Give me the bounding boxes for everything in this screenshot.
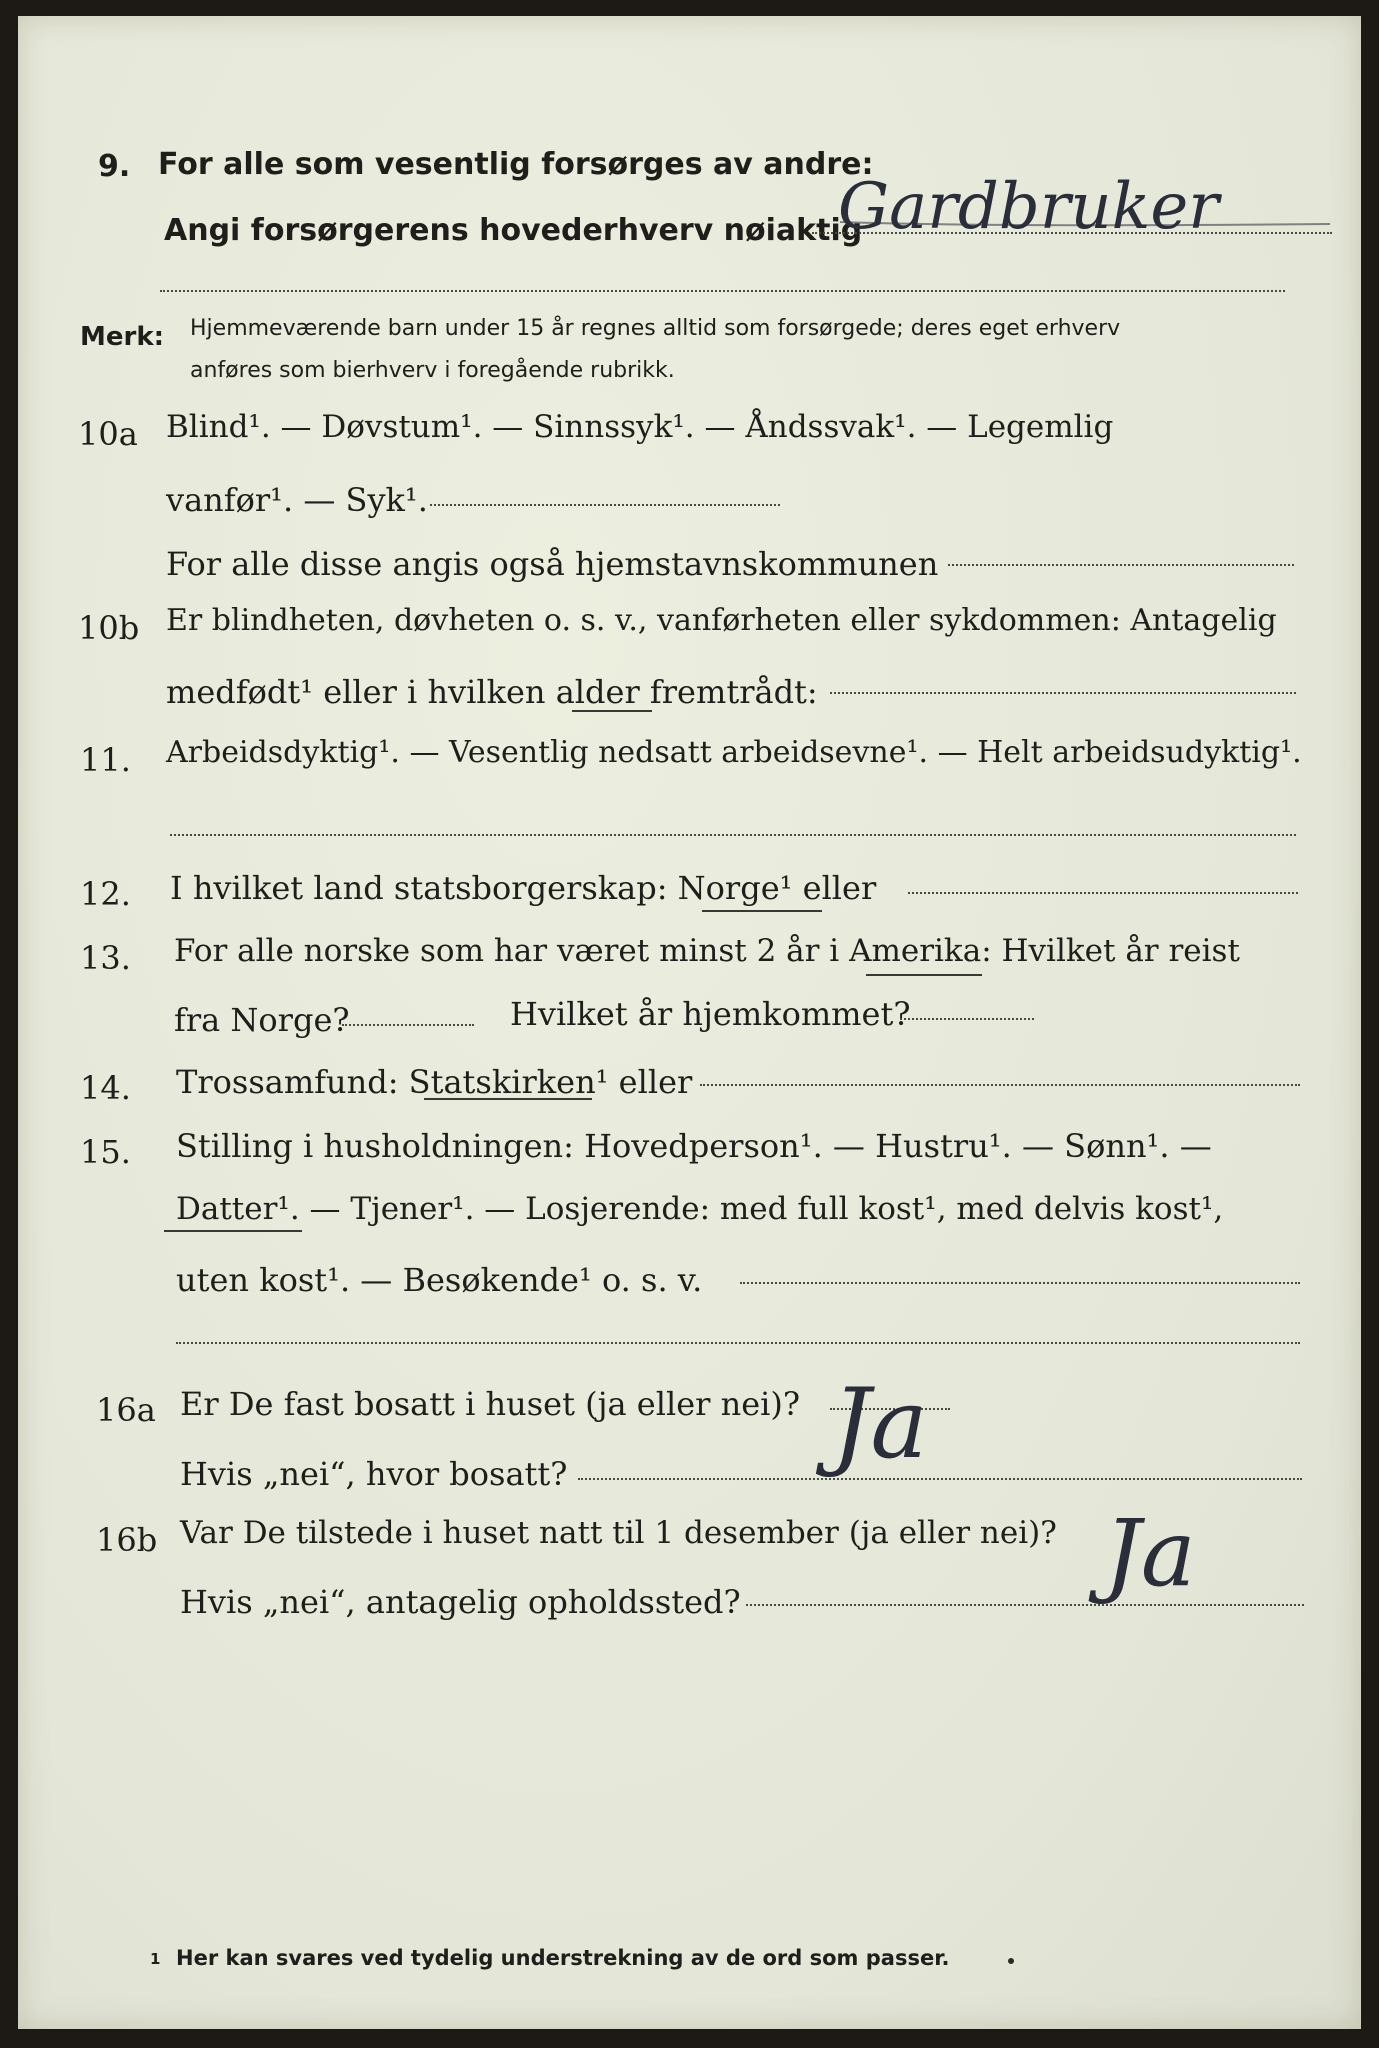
q10a-line1: Blind¹. — Døvstum¹. — Sinnssyk¹. — Åndssvak¹. — Legemlig xyxy=(166,409,1114,445)
q13-line2b: Hvilket år hjemkommet? xyxy=(510,995,911,1033)
q14-line1: Trossamfund: Statskirken¹ eller xyxy=(176,1063,693,1101)
q10a-line2: vanfør¹. — Syk¹. xyxy=(166,481,428,519)
q13-line1: For alle norske som har været minst 2 år i Amerika: Hvilket år reist xyxy=(174,933,1240,969)
q15-number: 15. xyxy=(80,1133,131,1171)
merk-line2: anføres som bierhverv i foregående rubrikk. xyxy=(190,358,675,383)
q13-line2a: fra Norge? xyxy=(174,1001,350,1039)
footnote-text: Her kan svares ved tydelig understrekning av de ord som passer. xyxy=(176,1946,950,1970)
footnote-dot xyxy=(1008,1958,1014,1964)
q15-line1: Stilling i husholdningen: Hovedperson¹. — Hustru¹. — Sønn¹. — xyxy=(176,1127,1212,1165)
q9-answer: Gardbruker xyxy=(838,170,1219,244)
q16a-number: 16a xyxy=(96,1391,156,1429)
q16b-line1: Var De tilstede i huset natt til 1 desember (ja eller nei)? xyxy=(180,1515,1057,1551)
q10b-number: 10b xyxy=(78,609,140,647)
q12-line1: I hvilket land statsborgerskap: Norge¹ eller xyxy=(170,869,877,907)
q16a-answer: Ja xyxy=(832,1368,928,1480)
q11-line1: Arbeidsdyktig¹. — Vesentlig nedsatt arbeidsevne¹. — Helt arbeidsudyktig¹. xyxy=(166,735,1302,770)
q16b-line2: Hvis „nei“, antagelig opholdssted? xyxy=(180,1583,741,1621)
q10b-line2: medfødt¹ eller i hvilken alder fremtrådt: xyxy=(166,673,818,711)
q15-line2: Datter¹. — Tjener¹. — Losjerende: med full kost¹, med delvis kost¹, xyxy=(176,1191,1224,1227)
q10a-number: 10a xyxy=(78,415,138,453)
q9-line1: For alle som vesentlig forsørges av andre: xyxy=(158,147,874,182)
q14-number: 14. xyxy=(80,1069,131,1107)
q11-number: 11. xyxy=(80,741,131,779)
q10b-line1: Er blindheten, døvheten o. s. v., vanførheten eller sykdommen: Antagelig xyxy=(166,603,1277,638)
q16b-answer: Ja xyxy=(1104,1500,1196,1607)
footnote-mark: 1 xyxy=(150,1950,161,1968)
merk-line1: Hjemmeværende barn under 15 år regnes alltid som forsørgede; deres eget erhverv xyxy=(190,316,1121,341)
q16b-number: 16b xyxy=(96,1521,158,1559)
q15-line3: uten kost¹. — Besøkende¹ o. s. v. xyxy=(176,1261,703,1299)
q9-line2: Angi forsørgerens hovederhverv nøiaktig xyxy=(164,213,863,248)
q16a-line2: Hvis „nei“, hvor bosatt? xyxy=(180,1455,568,1493)
q12-number: 12. xyxy=(80,875,131,913)
q9-number: 9. xyxy=(98,149,131,184)
merk-label: Merk: xyxy=(80,322,165,352)
q16a-line1: Er De fast bosatt i huset (ja eller nei)? xyxy=(180,1385,801,1423)
q13-number: 13. xyxy=(80,939,131,977)
q10a-line3: For alle disse angis også hjemstavnskommunen xyxy=(166,545,939,583)
